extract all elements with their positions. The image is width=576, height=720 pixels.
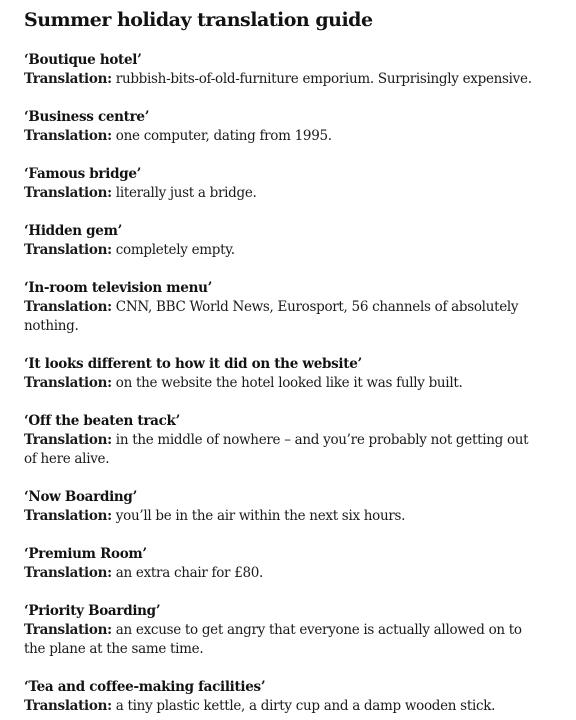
glossary-entry (24, 279, 536, 336)
translation-text: literally just a bridge. (115, 185, 257, 201)
translation-label: Translation: (24, 375, 112, 391)
entry-term: ‘Famous bridge’ (24, 166, 142, 182)
translation-text: one computer, dating from 1995. (115, 128, 332, 144)
translation-text: rubbish-bits-of-old-furniture emporium. Surprisingly expensive. (115, 71, 532, 87)
glossary-entry (24, 355, 536, 393)
entry-term: ‘Off the beaten track’ (24, 413, 181, 429)
glossary-entry (24, 488, 536, 526)
entry-translation (24, 374, 536, 393)
translation-text: in the middle of nowhere – and you’re probably not getting out of here alive. (24, 432, 529, 467)
translation-label: Translation: (24, 128, 112, 144)
glossary-entry (24, 51, 536, 89)
entry-term: ‘It looks different to how it did on the website’ (24, 356, 362, 372)
glossary-entry (24, 602, 536, 659)
glossary-entry (24, 165, 536, 203)
translation-text: on the website the hotel looked like it was fully built. (115, 375, 463, 391)
translation-label: Translation: (24, 508, 112, 524)
entry-term: ‘Business centre’ (24, 109, 150, 125)
translation-text: an extra chair for £80. (115, 565, 264, 581)
translation-label: Translation: (24, 432, 112, 448)
translation-text: a tiny plastic kettle, a dirty cup and a damp wooden stick. (115, 698, 496, 714)
translation-label: Translation: (24, 698, 112, 714)
glossary-entry (24, 412, 536, 469)
entry-translation (24, 431, 536, 469)
translation-label: Translation: (24, 622, 112, 638)
translation-text: CNN, BBC World News, Eurosport, 56 channels of absolutely nothing. (24, 299, 519, 334)
translation-label: Translation: (24, 299, 112, 315)
entry-translation (24, 564, 536, 583)
entry-translation (24, 127, 536, 146)
entry-translation (24, 621, 536, 659)
page-title: Summer holiday translation guide (24, 9, 373, 31)
entry-translation (24, 241, 536, 260)
entry-translation (24, 184, 536, 203)
entry-term: ‘Tea and coffee-making facilities’ (24, 679, 266, 695)
glossary-entry (24, 545, 536, 583)
translation-text: you’ll be in the air within the next six hours. (115, 508, 406, 524)
entry-term: ‘Hidden gem’ (24, 223, 122, 239)
translation-text: completely empty. (115, 242, 235, 258)
glossary-entry (24, 678, 536, 716)
entry-term: ‘In-room television menu’ (24, 280, 213, 296)
translation-label: Translation: (24, 565, 112, 581)
entry-term: ‘Boutique hotel’ (24, 52, 142, 68)
entry-term: ‘Now Boarding’ (24, 489, 137, 505)
translation-label: Translation: (24, 185, 112, 201)
translation-text: an excuse to get angry that everyone is actually allowed on to the plane at the same time. (24, 622, 522, 657)
glossary-entry (24, 222, 536, 260)
entry-translation (24, 298, 536, 336)
translation-label: Translation: (24, 71, 112, 87)
entry-term: ‘Priority Boarding’ (24, 603, 161, 619)
entry-translation (24, 697, 536, 716)
translation-label: Translation: (24, 242, 112, 258)
entry-translation (24, 70, 536, 89)
entry-term: ‘Premium Room’ (24, 546, 147, 562)
entry-translation (24, 507, 536, 526)
glossary-entry (24, 108, 536, 146)
